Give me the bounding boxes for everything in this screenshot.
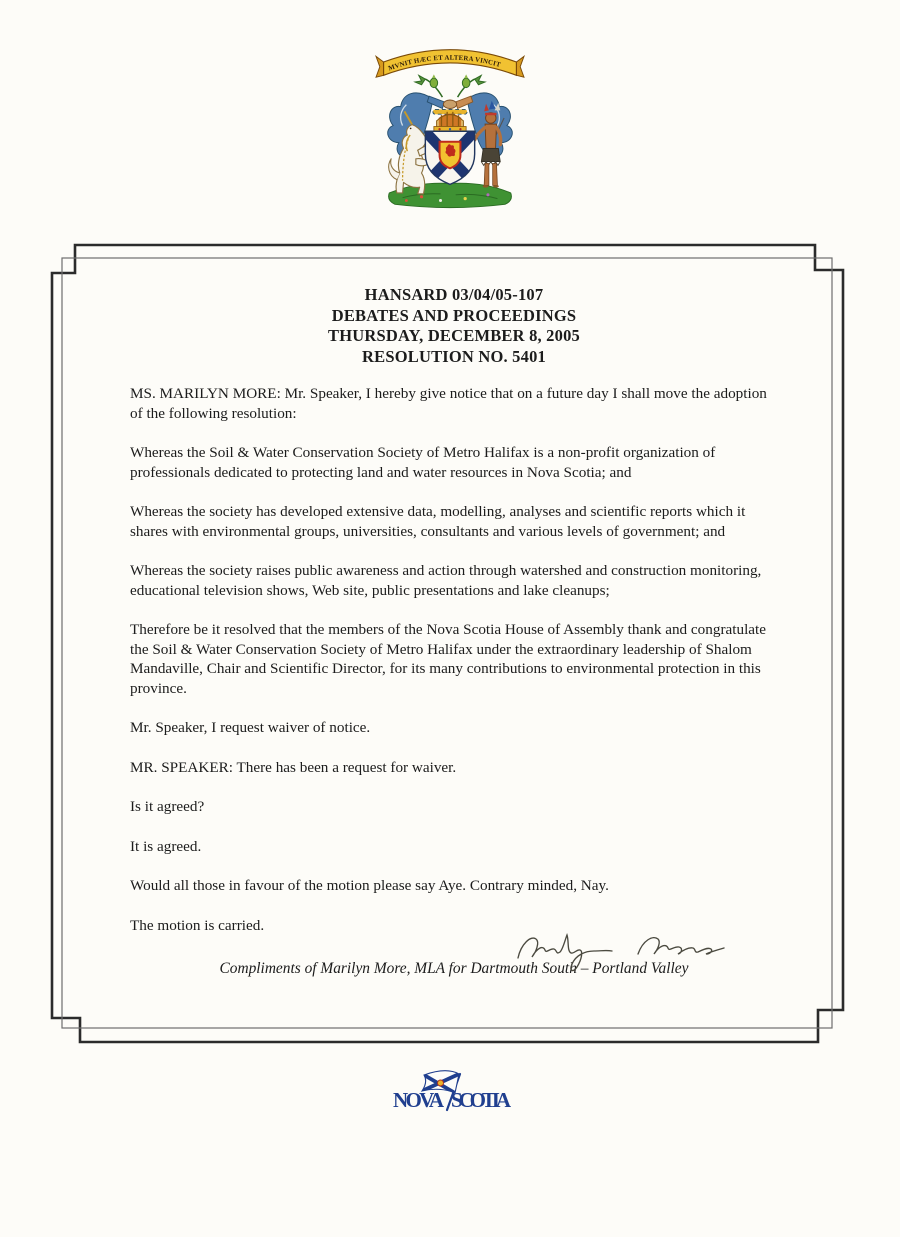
nova-scotia-coat-of-arms	[374, 44, 526, 210]
paragraph: It is agreed.	[130, 837, 202, 855]
paragraph: Mr. Speaker, I request waiver of notice.	[130, 719, 371, 736]
header-line: HANSARD 03/04/05-107	[364, 285, 544, 304]
paragraph: The motion is carried.	[130, 916, 265, 934]
document-header	[130, 285, 778, 367]
torse	[433, 109, 467, 114]
paragraph: Is it agreed?	[130, 798, 205, 815]
paragraph: MS. MARILYN MORE: Mr. Speaker, I hereby give notice that on a future day I shall move the adoption of the following resolution:	[130, 385, 767, 422]
royal-helm	[434, 112, 466, 132]
paragraph: Whereas the society raises public awareness and action through watershed and construction monitoring, educational television shows, Web site, public presentations and lake cleanups;	[130, 562, 762, 599]
paragraph: Therefore be it resolved that the members of the Nova Scotia House of Assembly thank and congratulate the Soil & Water Conservation Society of Metro Halifax under the extraordinary leadership of Shalom Mandaville, Chair and Scientific Director, for its many contributions to environmental protection in this province.	[130, 621, 766, 697]
flag-crest	[438, 1080, 444, 1086]
paragraph: Would all those in favour of the motion please say Aye. Contrary minded, Nay.	[130, 877, 609, 894]
motto-banner	[376, 50, 524, 78]
motto-text: MVNIT HÆC ET ALTERA VINCIT	[387, 54, 502, 73]
paragraphs	[130, 384, 778, 935]
compliments-line: Compliments of Marilyn More, MLA for Dartmouth South – Portland Valley	[219, 960, 689, 977]
header-line: DEBATES AND PROCEEDINGS	[331, 305, 577, 325]
paragraph: Whereas the Soil & Water Conservation Society of Metro Halifax is a non-profit organization of professionals dedicated to protecting land and water resources in Nova Scotia; and	[130, 444, 716, 481]
shield	[422, 127, 479, 188]
thistle-crest	[415, 74, 485, 97]
paragraph: MR. SPEAKER: There has been a request for waiver.	[130, 758, 457, 776]
nova-scotia-logo	[390, 1068, 514, 1114]
header-line: RESOLUTION NO. 5401	[362, 346, 546, 366]
paragraph: Whereas the society has developed extensive data, modelling, analyses and scientific reports which it shares with environmental groups, universities, consultants and various levels of government; and	[130, 503, 746, 540]
header-line: THURSDAY, DECEMBER 8, 2005	[328, 326, 580, 345]
document-body	[130, 285, 778, 979]
signature-marilyn-more	[512, 926, 732, 976]
logo-text-scotia: SCOTIA	[451, 1088, 511, 1112]
clasped-hands	[427, 96, 473, 108]
logo-text-nova: NOVA	[393, 1088, 444, 1112]
grass-mound	[389, 183, 512, 207]
